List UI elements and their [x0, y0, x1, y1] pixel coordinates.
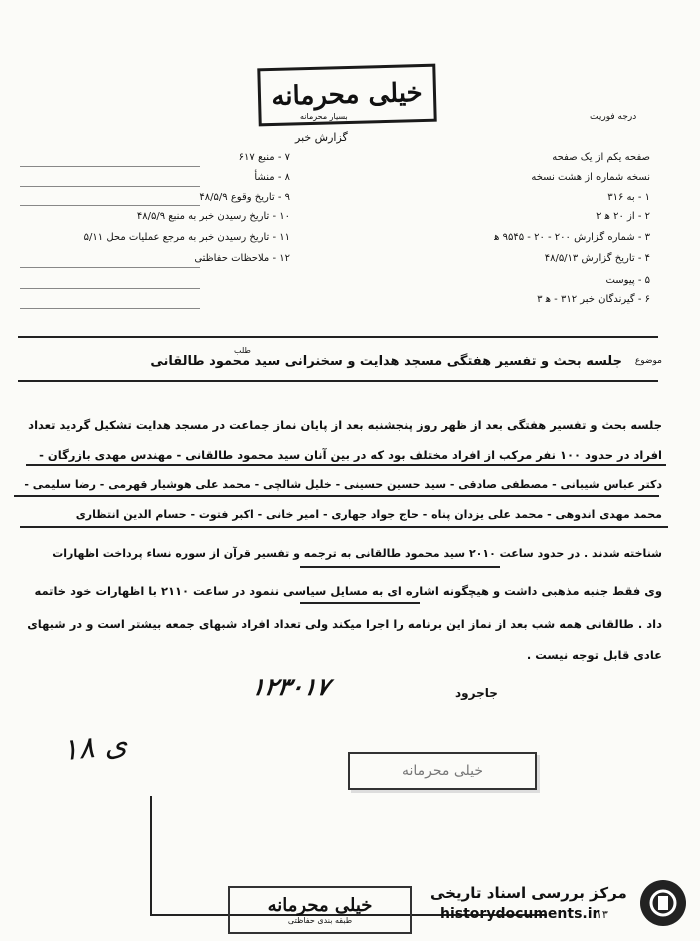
name-underline	[300, 602, 420, 604]
header-right-item: صفحه یکم از یک صفحه	[552, 152, 650, 163]
bottom-stamp-subtext: طبقه بندی حفاظتی	[287, 916, 353, 925]
header-right-item: ۲ - از ۲۰ ه‍ ۲	[596, 211, 650, 222]
header-right-item: ۵ - پیوست	[605, 275, 650, 286]
header-left-rule	[20, 267, 200, 268]
header-right-item: ۱ - به ۳۱۶	[607, 192, 650, 203]
body-line: عادی قابل توجه نیست .	[526, 648, 662, 662]
bottom-stamp-faded-text: خیلی محرمانه	[401, 763, 484, 779]
header-left-item: ۷ - منبع ۶۱۷	[238, 152, 290, 163]
header-left-rule	[20, 166, 200, 167]
report-title: گزارش خبر	[295, 131, 348, 144]
subject-annotation: طلب	[234, 346, 251, 355]
header-left-item: ۱۰ - تاریخ رسیدن خبر به منبع ۴۸/۵/۹	[136, 211, 290, 222]
bottom-classification-stamp	[228, 886, 412, 934]
subject-separator	[18, 380, 658, 382]
header-right-item: ۶ - گیرندگان خبر ۳۱۲ - ه‍ ۳	[537, 294, 650, 305]
header-right-item: ۳ - شماره گزارش ۲۰۰ - ۲۰ - ۹۵۴۵ ه‍	[494, 232, 650, 243]
bottom-stamp-faded	[348, 752, 537, 790]
body-line: محمد مهدی اندوهی - محمد علی یزدان پناه - حاج جواد جهاری - امیر خانی - اکبر فتوت - حسام الدین انتظاری	[75, 508, 662, 521]
body-line: وی فقط جنبه مذهبی داشت و هیچگونه اشاره ای به مسایل سیاسی ننمود در ساعت ۲۱۱۰ با اظهارات خود خاتمه	[34, 584, 662, 598]
classification-substamp: بسیار محرمانه	[300, 112, 348, 121]
archive-logo-icon	[640, 880, 686, 926]
header-right-item: ۴ - تاریخ گزارش ۴۸/۵/۱۳	[544, 253, 650, 264]
priority-label: درجه فوریت	[590, 112, 637, 122]
header-separator	[18, 336, 658, 338]
handwritten-number: ۱۲۳۰۱۷	[249, 672, 332, 701]
body-line: افراد در حدود ۱۰۰ نفر مرکب از افراد مختلف بود که در بین آنان سید محمود طالقانی - مهندس مهدی بازرگان -	[39, 448, 662, 462]
header-right-item: نسخه شماره از هشت نسخه	[531, 172, 650, 183]
name-underline	[20, 526, 668, 528]
body-line: شناخته شدند . در حدود ساعت ۲۰۱۰ سید محمود طالقانی به ترجمه و تفسیر قرآن از سوره نساء پرداخت اظهارات	[52, 547, 662, 560]
header-left-rule	[20, 186, 200, 187]
header-left-rule	[20, 205, 200, 206]
margin-note: ۱۸ ی	[60, 726, 129, 769]
watermark-url: historydocuments.ir	[440, 906, 600, 922]
body-line: داد . طالقانی همه شب بعد از نماز این برنامه را اجرا میکند ولی تعداد افراد شبهای جمعه بیشتر است و در شبهای	[27, 617, 662, 631]
header-left-item: ۸ - منشأ	[254, 172, 290, 183]
footer-number: ۱۳	[596, 908, 608, 921]
name-underline	[14, 495, 659, 497]
header-left-item: ۱۲ - ملاحظات حفاظتی	[194, 253, 290, 264]
header-left-rule	[20, 288, 200, 289]
signature-place: جاجرود	[455, 686, 498, 700]
header-left-item: ۱۱ - تاریخ رسیدن خبر به مرجع عملیات محل ۵/۱۱	[83, 232, 290, 243]
archive-logo-shape	[648, 888, 678, 918]
subject-text: جلسه بحث و تفسیر هفتگی مسجد هدایت و سخنرانی سید محمود طالقانی	[150, 354, 622, 369]
name-underline	[26, 464, 666, 466]
watermark-title: مرکز بررسی اسناد تاریخی	[430, 884, 627, 902]
subject-label: موضوع	[634, 356, 662, 366]
header-left-rule	[20, 308, 200, 309]
bottom-stamp-text: خیلی محرمانه	[267, 895, 373, 916]
body-line: دکتر عباس شیبانی - مصطفی صادقی - سید حسین حسینی - خلیل شالچی - محمد علی هوشیار قهرمی - رضا سلیمی -	[24, 478, 662, 491]
header-left-item: ۹ - تاریخ وقوع ۴۸/۵/۹	[199, 192, 290, 203]
classification-stamp-text: خیلی محرمانه	[270, 78, 424, 112]
body-line: جلسه بحث و تفسیر هفتگی بعد از ظهر روز پنجشنبه بعد از پایان نماز جماعت در مسجد هدایت تشکیل گردید تعداد	[28, 418, 662, 432]
name-underline	[300, 566, 500, 568]
